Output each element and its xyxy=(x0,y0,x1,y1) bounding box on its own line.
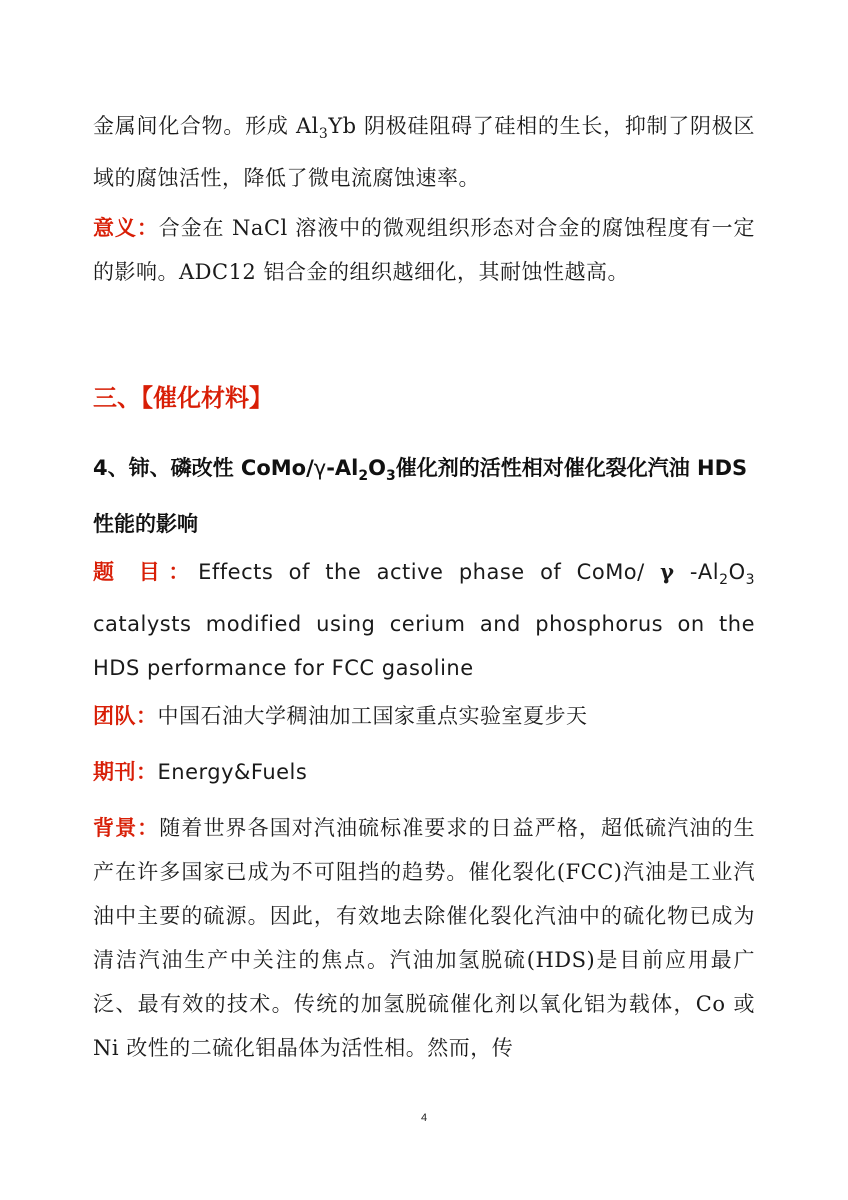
item-heading-text-c: O xyxy=(368,456,386,480)
item-heading xyxy=(93,444,755,548)
team-field-label: 团队： xyxy=(93,704,158,728)
title-field-text-a: Effects of the active phase of CoMo/ xyxy=(198,560,661,584)
background-field-label: 背景： xyxy=(93,816,160,840)
intro-text-a: 金属间化合物。形成 Al xyxy=(93,114,319,138)
background-field xyxy=(93,806,755,1070)
item-heading-text-a: 4、铈、磷改性 CoMo/ xyxy=(93,456,314,480)
journal-field xyxy=(93,750,755,794)
intro-paragraph xyxy=(93,104,755,200)
team-field xyxy=(93,694,755,738)
significance-paragraph xyxy=(93,206,755,294)
title-field-label: 题 目： xyxy=(93,560,199,584)
title-field-gamma: γ xyxy=(660,559,675,584)
background-field-text: 随着世界各国对汽油硫标准要求的日益严格，超低硫汽油的生产在许多国家已成为不可阻挡的趋势。催化裂化(FCC)汽油是工业汽油中主要的硫源。因此，有效地去除催化裂化汽油中的硫化物已成为清洁汽油生产中关注的焦点。汽油加氢脱硫(HDS)是目前应用最广泛、最有效的技术。传统的加氢脱硫催化剂以氧化铝为载体，Co 或 Ni 改性的二硫化钼晶体为活性相。然而，传 xyxy=(93,816,756,1060)
significance-text: 合金在 NaCl 溶液中的微观组织形态对合金的腐蚀程度有一定的影响。ADC12 铝合金的组织越细化，其耐蚀性越高。 xyxy=(93,216,756,284)
journal-field-label: 期刊： xyxy=(93,760,158,784)
significance-label: 意义： xyxy=(93,216,159,240)
title-field-text-c: O xyxy=(728,560,746,584)
item-heading-sub-2: 3 xyxy=(385,468,396,485)
journal-field-text: Energy&Fuels xyxy=(157,760,308,784)
page-number: 4 xyxy=(420,1112,428,1124)
title-field-sub-1: 2 xyxy=(719,572,729,589)
title-field-text-d: catalysts modified using cerium and phosphorus on the HDS performance for FCC gasoline xyxy=(93,612,755,681)
item-heading-text-b: -Al xyxy=(326,456,359,480)
title-field-sub-2: 3 xyxy=(745,572,756,589)
intro-text-b: Yb 阴极硅阻碍了硅相的生长，抑制了阴极区域的腐蚀活性，降低了微电流腐蚀速率。 xyxy=(93,114,755,191)
intro-subscript: 3 xyxy=(318,126,329,143)
team-field-text: 中国石油大学稠油加工国家重点实验室夏步天 xyxy=(157,704,588,728)
item-heading-sub-1: 2 xyxy=(358,468,369,485)
title-field xyxy=(93,550,755,690)
title-field-text-b: -Al xyxy=(674,560,720,584)
section-heading: 三、【催化材料】 xyxy=(93,384,273,412)
item-heading-text-d: 催化剂的活性相对催化裂化汽油 HDS 性能的影响 xyxy=(93,456,748,537)
item-heading-gamma: γ xyxy=(313,456,327,480)
